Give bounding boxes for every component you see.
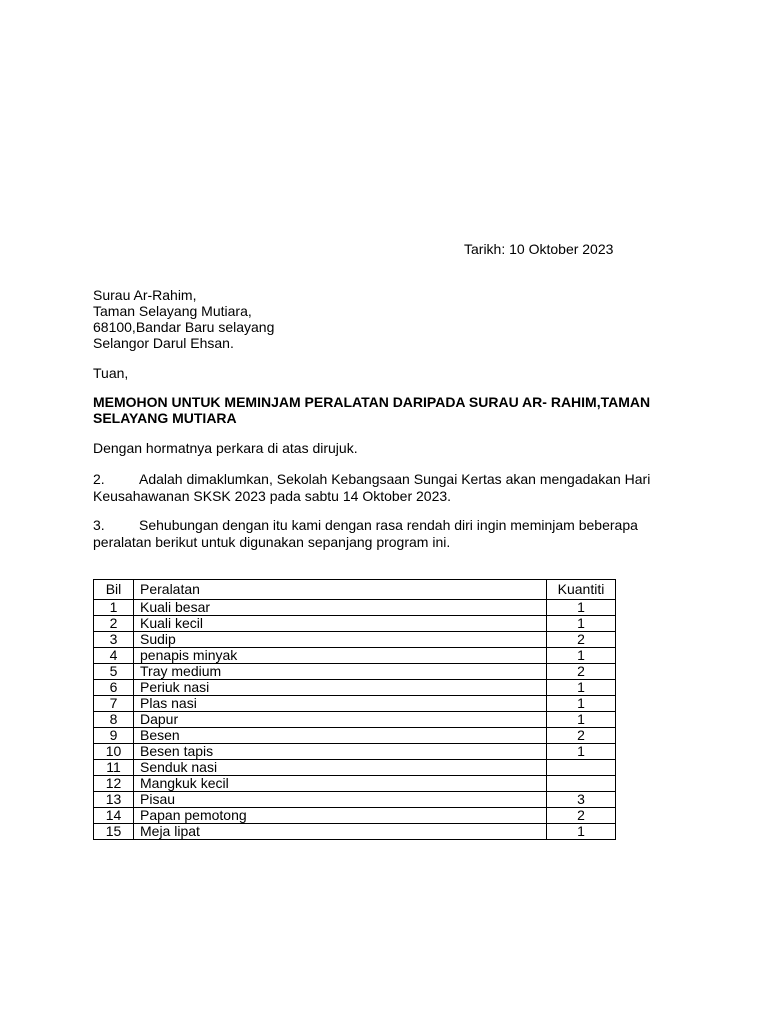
table-row — [94, 712, 616, 728]
cell-bil: 5 — [94, 664, 134, 680]
cell-peralatan: Meja lipat — [134, 824, 547, 840]
table-row — [94, 728, 616, 744]
table-row — [94, 744, 616, 760]
paragraph-text: Adalah dimaklumkan, Sekolah Kebangsaan Sungai Kertas akan mengadakan Hari Keusahawanan SKSK 2023 pada sabtu 14 Oktober 2023. — [93, 471, 651, 504]
table-row — [94, 776, 616, 792]
cell-kuantiti: 1 — [547, 744, 616, 760]
recipient-address — [93, 287, 274, 351]
cell-kuantiti — [547, 760, 616, 776]
cell-bil: 7 — [94, 696, 134, 712]
cell-peralatan: Senduk nasi — [134, 760, 547, 776]
header-bil: Bil — [94, 580, 134, 600]
cell-peralatan: penapis minyak — [134, 648, 547, 664]
letter-date: Tarikh: 10 Oktober 2023 — [464, 241, 614, 257]
header-kuantiti: Kuantiti — [547, 580, 616, 600]
cell-bil: 15 — [94, 824, 134, 840]
table-row — [94, 760, 616, 776]
address-line: Surau Ar-Rahim, — [93, 287, 197, 303]
cell-bil: 4 — [94, 648, 134, 664]
address-line: Selangor Darul Ehsan. — [93, 335, 234, 351]
table-row — [94, 696, 616, 712]
table-row — [94, 616, 616, 632]
cell-bil: 1 — [94, 600, 134, 616]
cell-bil: 8 — [94, 712, 134, 728]
address-line: 68100,Bandar Baru selayang — [93, 319, 275, 335]
cell-kuantiti: 1 — [547, 680, 616, 696]
header-peralatan: Peralatan — [134, 580, 547, 600]
table-row — [94, 808, 616, 824]
cell-bil: 2 — [94, 616, 134, 632]
cell-kuantiti: 2 — [547, 664, 616, 680]
intro-paragraph: Dengan hormatnya perkara di atas dirujuk. — [93, 440, 358, 456]
cell-bil: 9 — [94, 728, 134, 744]
table-row — [94, 824, 616, 840]
cell-kuantiti — [547, 776, 616, 792]
cell-kuantiti: 2 — [547, 728, 616, 744]
cell-kuantiti: 3 — [547, 792, 616, 808]
cell-bil: 6 — [94, 680, 134, 696]
cell-peralatan: Kuali besar — [134, 600, 547, 616]
paragraph-text: Sehubungan dengan itu kami dengan rasa rendah diri ingin meminjam beberapa peralatan berikut untuk digunakan sepanjang program ini. — [93, 517, 638, 550]
cell-peralatan: Besen tapis — [134, 744, 547, 760]
cell-bil: 11 — [94, 760, 134, 776]
cell-peralatan: Dapur — [134, 712, 547, 728]
cell-kuantiti: 1 — [547, 712, 616, 728]
cell-peralatan: Periuk nasi — [134, 680, 547, 696]
cell-peralatan: Mangkuk kecil — [134, 776, 547, 792]
cell-peralatan: Papan pemotong — [134, 808, 547, 824]
letter-subject: MEMOHON UNTUK MEMINJAM PERALATAN DARIPADA SURAU AR- RAHIM,TAMAN SELAYANG MUTIARA — [93, 394, 651, 426]
cell-bil: 3 — [94, 632, 134, 648]
paragraph-number: 2. — [93, 471, 105, 487]
cell-kuantiti: 2 — [547, 632, 616, 648]
cell-kuantiti: 1 — [547, 648, 616, 664]
cell-bil: 14 — [94, 808, 134, 824]
cell-bil: 10 — [94, 744, 134, 760]
salutation: Tuan, — [93, 365, 129, 381]
table-body — [94, 600, 616, 840]
cell-peralatan: Besen — [134, 728, 547, 744]
address-line: Taman Selayang Mutiara, — [93, 303, 252, 319]
table-row — [94, 600, 616, 616]
table-row — [94, 648, 616, 664]
table-row — [94, 632, 616, 648]
cell-kuantiti: 1 — [547, 696, 616, 712]
cell-peralatan: Plas nasi — [134, 696, 547, 712]
cell-bil: 13 — [94, 792, 134, 808]
cell-kuantiti: 1 — [547, 824, 616, 840]
table-header-row — [94, 580, 616, 600]
paragraph-2 — [93, 471, 683, 505]
paragraph-3 — [93, 517, 683, 551]
cell-peralatan: Tray medium — [134, 664, 547, 680]
cell-peralatan: Kuali kecil — [134, 616, 547, 632]
cell-kuantiti: 1 — [547, 616, 616, 632]
table-row — [94, 792, 616, 808]
cell-bil: 12 — [94, 776, 134, 792]
cell-kuantiti: 1 — [547, 600, 616, 616]
equipment-table — [93, 579, 616, 840]
cell-peralatan: Pisau — [134, 792, 547, 808]
paragraph-number: 3. — [93, 517, 105, 533]
cell-kuantiti: 2 — [547, 808, 616, 824]
table-row — [94, 664, 616, 680]
cell-peralatan: Sudip — [134, 632, 547, 648]
table-row — [94, 680, 616, 696]
